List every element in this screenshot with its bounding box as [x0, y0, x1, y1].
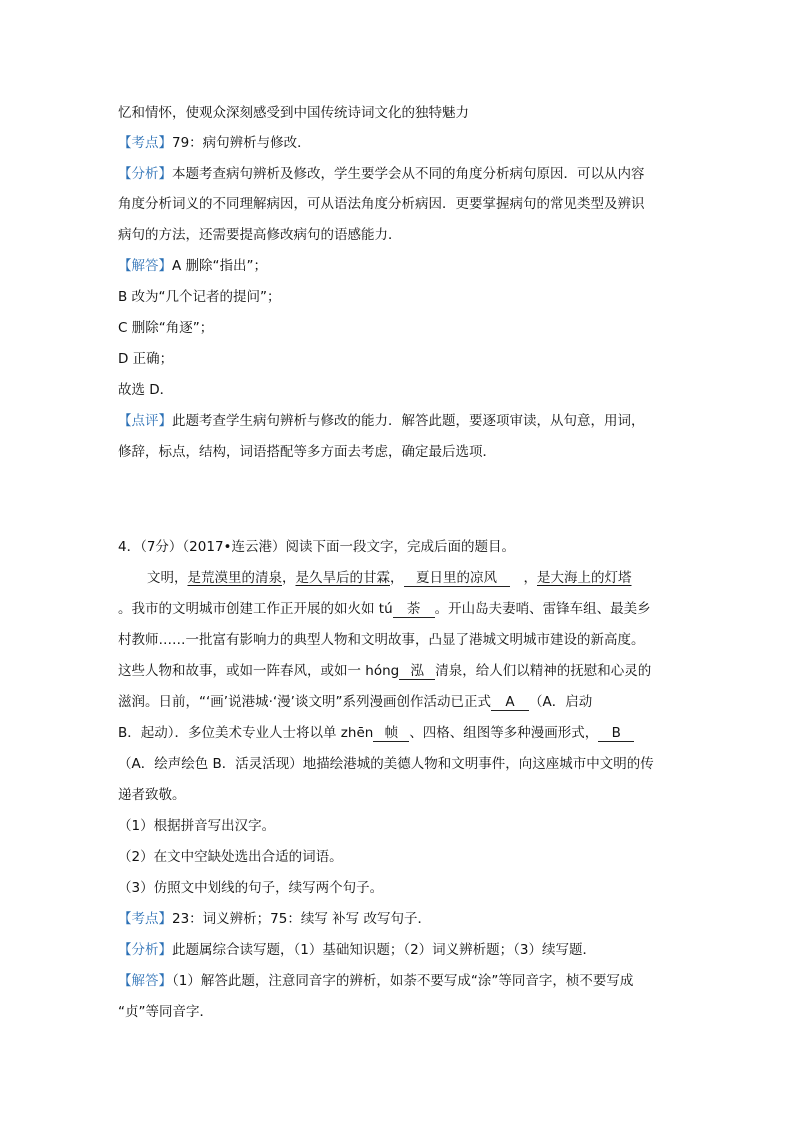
answer-tu: 荼	[406, 601, 421, 617]
passage-line-2	[118, 599, 678, 619]
fenxi-text: 此题属综合读写题，（1）基础知识题；（2）词义辨析题；（3）续写题．	[172, 942, 597, 958]
fenxi-tag: 【分析】	[118, 166, 172, 182]
dianping-line-2: 修辞，标点，结构，词语搭配等多方面去考虑，确定最后选项．	[118, 444, 496, 460]
jieda-b: B 改为“几个记者的提问”；	[118, 289, 281, 305]
comma: ，	[282, 570, 296, 586]
answer-zhen: 帧	[384, 725, 399, 741]
passage-text: 清泉，给人们以精神的抚慰和心灵的	[435, 663, 652, 679]
sub-question-3: （3）仿照文中划线的句子，续写两个句子。	[118, 880, 384, 896]
passage-line-3: 村教师……一批富有影响力的典型人物和文明故事，凸显了港城文明城市建设的新高度。	[118, 632, 645, 648]
text-line: 忆和情怀，使观众深刻感受到中国传统诗词文化的独特魅力	[118, 105, 469, 121]
dianping-tag: 【点评】	[118, 413, 172, 429]
kaodian-tag: 【考点】	[118, 911, 172, 927]
blank-sentence: 夏日里的凉风	[416, 570, 497, 586]
answer-blank-tu	[393, 601, 435, 618]
kaodian-text: 79：病句辨析与修改．	[172, 135, 311, 151]
fill-blank	[404, 570, 510, 587]
passage-line-4	[118, 661, 678, 681]
passage-line-6	[118, 723, 678, 743]
kaodian-line	[118, 909, 678, 929]
passage-line-7: （A．绘声绘色 B．活灵活现）地描绘港城的美德人物和文明事件，向这座城市中文明的传	[118, 756, 654, 772]
jieda-line	[118, 256, 678, 276]
fenxi-line-3: 病句的方法，还需要提高修改病句的语感能力．	[118, 227, 402, 243]
dianping-line	[118, 411, 678, 431]
underlined-sentence: 是荒漠里的清泉	[187, 570, 282, 586]
jieda-selection: 故选 D．	[118, 382, 174, 398]
passage-text: 滋润。日前，“‘画’说港城·‘漫’谈文明”系列漫画创作活动已正式	[118, 694, 491, 710]
passage-text: 。开山岛夫妻哨、雷锋车组、最美乡	[434, 601, 651, 617]
jieda-a: A 删除“指出”；	[172, 258, 268, 274]
kaodian-tag: 【考点】	[118, 135, 172, 151]
fenxi-text: 本题考查病句辨析及修改，学生要学会从不同的角度分析病句原因．可以从内容	[172, 166, 645, 182]
jieda-line	[118, 971, 678, 991]
passage-text: B．起动）．多位美术专业人士将以单 zhēn	[118, 725, 374, 741]
comma: ，	[390, 570, 404, 586]
jieda-tag: 【解答】	[118, 258, 172, 274]
fenxi-line	[118, 164, 678, 184]
passage-text: 。我市的文明城市创建工作正开展的如火如 tú	[118, 601, 393, 617]
passage-text: 文明，	[147, 570, 188, 586]
answer-blank-1	[491, 694, 529, 711]
answer-hong: 泓	[410, 663, 424, 679]
passage-line-5	[118, 692, 678, 712]
underlined-sentence: 是久旱后的甘霖	[295, 570, 390, 586]
jieda-tag: 【解答】	[118, 973, 172, 989]
answer-a: A	[505, 694, 515, 710]
passage-text: 、四格、组图等多种漫画形式，	[409, 725, 599, 741]
answer-blank-hong	[399, 663, 435, 680]
kaodian-line	[118, 133, 678, 153]
passage-text: （A．启动	[528, 694, 593, 710]
dianping-text: 此题考查学生病句辨析与修改的能力．解答此题，要逐项审读，从句意，用词，	[172, 413, 645, 429]
answer-blank-zhen	[373, 725, 409, 742]
kaodian-text: 23：词义辨析；75：续写 补写 改写句子．	[172, 911, 431, 927]
passage-line-8: 递者致敬。	[118, 787, 186, 803]
passage-line-1	[147, 568, 707, 588]
sub-question-2: （2）在文中空缺处选出合适的词语。	[118, 849, 343, 865]
answer-b: B	[611, 725, 621, 741]
jieda-c: C 删除“角逐”；	[118, 320, 214, 336]
answer-blank-2	[598, 725, 634, 742]
passage-text: 这些人物和故事，或如一阵春风，或如一 hóng	[118, 663, 400, 679]
fenxi-line-2: 角度分析词义的不同理解病因，可从语法角度分析病因．更要掌握病句的常见类型及辨识	[118, 196, 645, 212]
jieda-line-2: “贞”等同音字．	[118, 1004, 213, 1020]
jieda-d: D 正确；	[118, 351, 174, 367]
underlined-sentence: 是大海上的灯塔	[537, 570, 632, 586]
comma: ，	[523, 570, 537, 586]
fenxi-tag: 【分析】	[118, 942, 172, 958]
question-header: 4．（7分）（2017•连云港）阅读下面一段文字，完成后面的题目。	[118, 539, 515, 555]
sub-question-1: （1）根据拼音写出汉字。	[118, 818, 276, 834]
jieda-text: （1）解答此题，注意同音字的辨析，如荼不要写成“涂”等同音字，桢不要写成	[172, 973, 634, 989]
fenxi-line	[118, 940, 678, 960]
